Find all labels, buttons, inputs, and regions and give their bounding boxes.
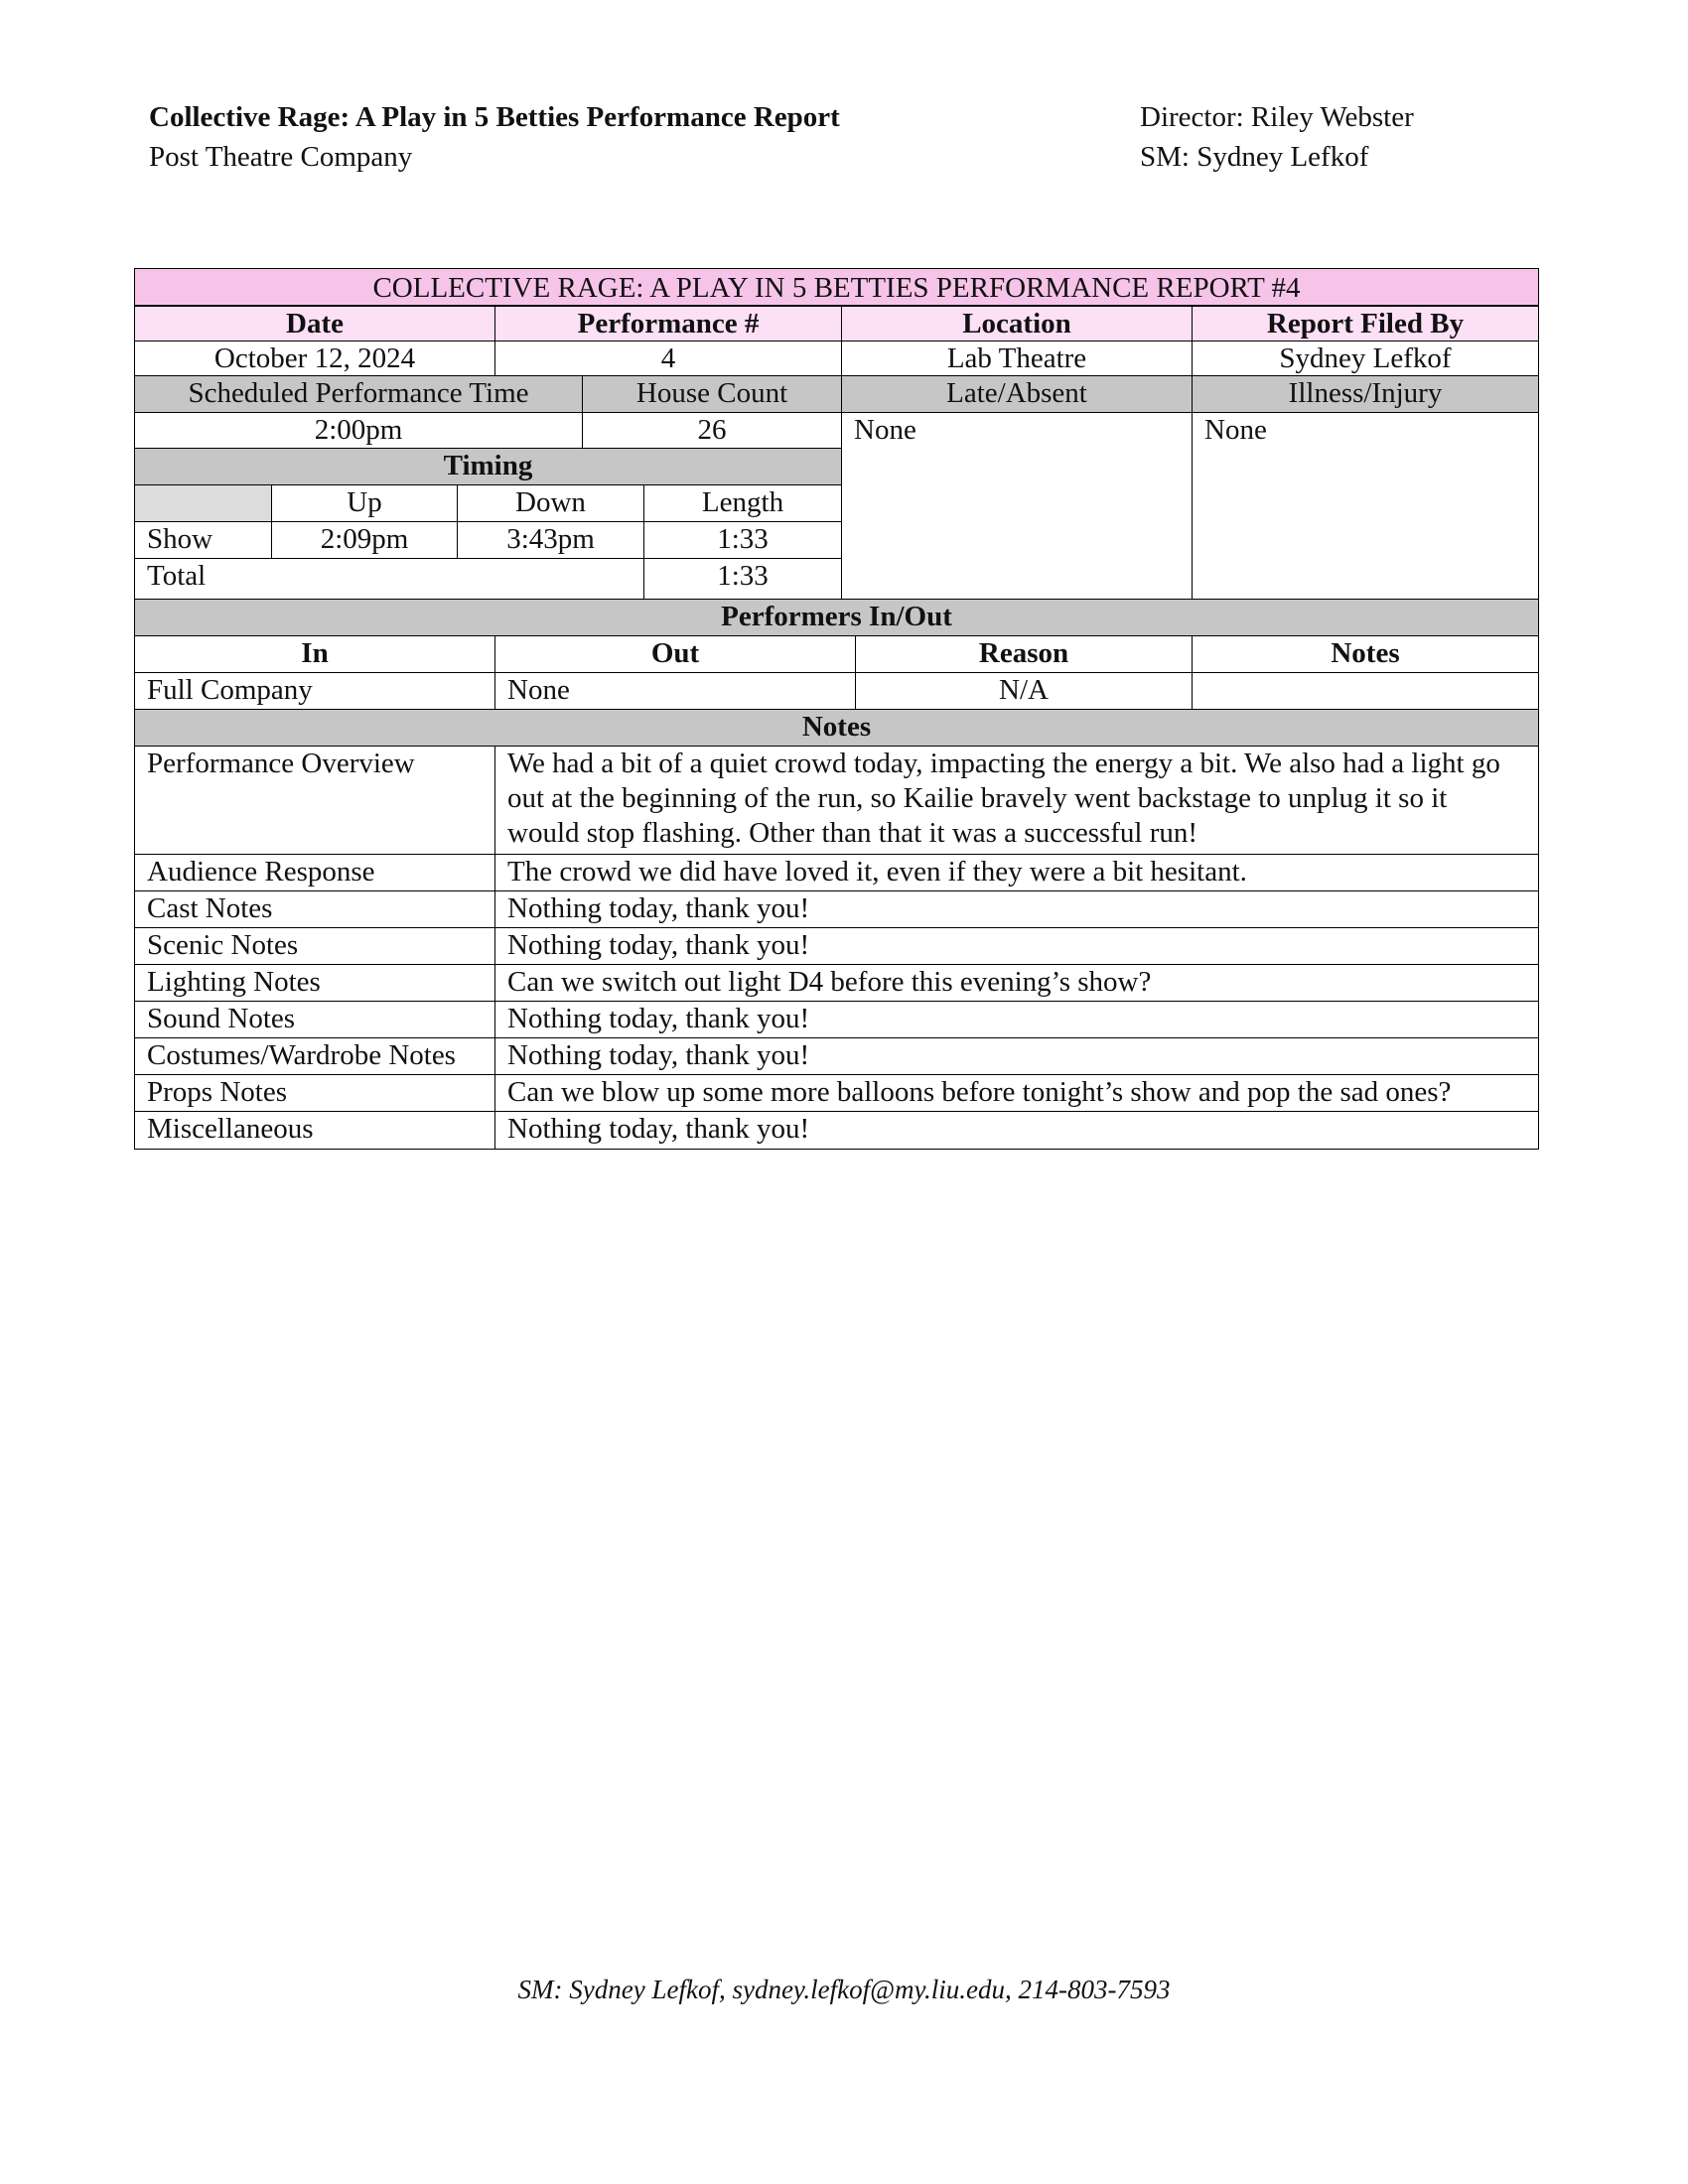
show-length: 1:33 — [643, 521, 842, 559]
scheduled-time-value: 2:00pm — [134, 412, 583, 449]
note-label-cast: Cast Notes — [134, 890, 495, 928]
notes-header: Notes — [134, 709, 1539, 747]
performance-number-value: 4 — [494, 341, 842, 376]
location-value: Lab Theatre — [841, 341, 1193, 376]
total-length: 1:33 — [643, 558, 842, 600]
page-footer: SM: Sydney Lefkof, sydney.lefkof@my.liu.edu, 214-803-7593 — [517, 1975, 1171, 2004]
note-label-lighting: Lighting Notes — [134, 964, 495, 1002]
show-down-time: 3:43pm — [457, 521, 644, 559]
performance-number-header: Performance # — [494, 306, 842, 341]
note-value-lighting: Can we switch out light D4 before this evening’s show? — [494, 964, 1539, 1002]
performers-reason-header: Reason — [855, 635, 1193, 673]
note-value-costumes-wardrobe: Nothing today, thank you! — [494, 1037, 1539, 1075]
page-header-left — [149, 97, 840, 177]
performers-notes-header: Notes — [1192, 635, 1539, 673]
house-count-value: 26 — [582, 412, 842, 449]
performers-in-value: Full Company — [134, 672, 495, 710]
company-name: Post Theatre Company — [149, 141, 413, 173]
director-name: Director: Riley Webster — [1140, 101, 1414, 133]
note-label-scenic: Scenic Notes — [134, 927, 495, 965]
timing-length-header: Length — [643, 484, 842, 522]
performers-out-header: Out — [494, 635, 856, 673]
report-banner: COLLECTIVE RAGE: A PLAY IN 5 BETTIES PERFORMANCE REPORT #4 — [134, 268, 1539, 306]
note-label-costumes-wardrobe: Costumes/Wardrobe Notes — [134, 1037, 495, 1075]
report-filed-by-value: Sydney Lefkof — [1192, 341, 1539, 376]
date-value: October 12, 2024 — [134, 341, 495, 376]
date-header: Date — [134, 306, 495, 341]
note-label-props: Props Notes — [134, 1074, 495, 1112]
note-value-sound: Nothing today, thank you! — [494, 1001, 1539, 1038]
late-absent-value: None — [841, 412, 1193, 600]
performers-in-header: In — [134, 635, 495, 673]
note-value-props: Can we blow up some more balloons before tonight’s show and pop the sad ones? — [494, 1074, 1539, 1112]
performers-out-value: None — [494, 672, 856, 710]
performers-notes-value — [1192, 672, 1539, 710]
timing-total-label: Total — [134, 558, 644, 600]
note-label-miscellaneous: Miscellaneous — [134, 1111, 495, 1150]
note-label-audience-response: Audience Response — [134, 854, 495, 891]
note-label-sound: Sound Notes — [134, 1001, 495, 1038]
show-up-time: 2:09pm — [271, 521, 458, 559]
note-value-cast: Nothing today, thank you! — [494, 890, 1539, 928]
note-value-miscellaneous: Nothing today, thank you! — [494, 1111, 1539, 1150]
illness-injury-value: None — [1192, 412, 1539, 600]
illness-injury-header: Illness/Injury — [1192, 375, 1539, 413]
timing-corner-cell — [134, 484, 272, 522]
report-title: Collective Rage: A Play in 5 Betties Performance Report — [149, 101, 840, 133]
note-label-performance-overview: Performance Overview — [134, 746, 495, 855]
note-value-performance-overview: We had a bit of a quiet crowd today, impacting the energy a bit. We also had a light go out at the beginning of the run, so Kailie bravely went backstage to unplug it so it would stop flashing. Other than that it was a successful run! — [494, 746, 1539, 855]
performers-header: Performers In/Out — [134, 599, 1539, 636]
note-value-audience-response: The crowd we did have loved it, even if they were a bit hesitant. — [494, 854, 1539, 891]
note-value-scenic: Nothing today, thank you! — [494, 927, 1539, 965]
stage-manager-name: SM: Sydney Lefkof — [1140, 141, 1369, 173]
report-filed-by-header: Report Filed By — [1192, 306, 1539, 341]
performance-report-table — [134, 268, 1539, 1157]
house-count-header: House Count — [582, 375, 842, 413]
timing-header: Timing — [134, 448, 842, 485]
timing-show-label: Show — [134, 521, 272, 559]
late-absent-header: Late/Absent — [841, 375, 1193, 413]
location-header: Location — [841, 306, 1193, 341]
scheduled-time-header: Scheduled Performance Time — [134, 375, 583, 413]
timing-up-header: Up — [271, 484, 458, 522]
page-header-right — [1140, 97, 1414, 177]
performers-reason-value: N/A — [855, 672, 1193, 710]
timing-down-header: Down — [457, 484, 644, 522]
